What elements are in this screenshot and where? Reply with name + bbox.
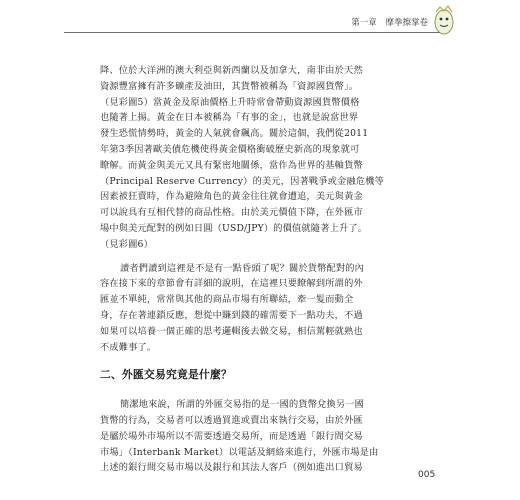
text-line: 不成難事了。 [100, 341, 157, 353]
text-line: 上述的銀行間交易市場以及銀行和其法人客戶（例如進出口貿易 [100, 462, 363, 474]
body-text [100, 63, 420, 476]
paragraph-1 [100, 63, 420, 253]
text-line: 資源豐富擁有許多礦產及油田，其貨幣被稱為「資源國貨幣」。 [100, 80, 359, 92]
text-line: 容在接下來的章節會有詳細的說明，在這裡只要瞭解到所謂的外 [100, 278, 363, 290]
text-line: 年第3季因著歐美債危機使得黃金價格衝破歷史新高的現象就可 [100, 143, 360, 155]
text-line: 場中與美元配對的例如日圓（USD/JPY）的價值就隨著上升了。 [100, 222, 368, 234]
text-line: 可以說具有互相代替的商品性格。由於美元價值下降，在外匯市 [100, 207, 363, 219]
text-line: 發生恐慌情勢時，黃金的人氣就會飆高。關於這個，我們從2011 [100, 128, 369, 140]
paragraph-3 [100, 397, 420, 476]
text-line: 市場」（Interbank Market）以電話及網絡來進行，外匯市場是由 [100, 446, 379, 458]
text-line: 如果可以培養一個正確的思考邏輯後去做交易，相信駕輕就熟也 [100, 325, 363, 337]
text-line: 貨幣的行為，交易者可以透過買進或賣出來執行交易，由於外匯 [100, 414, 363, 426]
text-line: 瞭解。而黃金與美元又具有緊密地關係，當作為世界的基軸貨幣 [100, 159, 363, 171]
text-line: 也隨著上揚。黃金在日本被稱為「有事的金」，也就是說當世界 [100, 112, 359, 124]
text-line: 是屬於場外市場所以不需要透過交易所，而是透過「銀行間交易 [100, 430, 363, 442]
chapter-title: 摩拳擦掌卷 [385, 18, 428, 28]
text-line: （見彩圖5）當黃金及原油價格上升時常會帶動資源國貨幣價格 [100, 96, 360, 108]
header-rule [64, 32, 440, 33]
chapter-label: 第一章 [351, 18, 377, 28]
text-line: 簡潔地來說，所謂的外匯交易指的是一國的貨幣兌換另一國 [120, 399, 365, 411]
text-line: （見彩圖6） [100, 238, 153, 250]
text-line: 讀者們讀到這裡是不是有一點昏頭了呢？關於貨幣配對的內 [120, 262, 365, 274]
text-line: 因素被狂賣時，作為避險角色的黃金往往就會遭追，美元與黃金 [100, 191, 363, 203]
text-line: 身，存在著連鎖反應，想從中賺到錢的確需要下一點功夫，不過 [100, 309, 363, 321]
running-head [300, 16, 428, 30]
section-heading: 二、外匯交易究竟是什麼？ [100, 368, 232, 382]
page-number: 005 [418, 470, 436, 480]
paragraph-2 [100, 261, 420, 356]
text-line: 降、位於大洋洲的澳大利亞與新西蘭以及加拿大，南非由於天然 [100, 65, 363, 76]
text-line: （Principal Reserve Currency）的美元，因著戰爭或金融危機等 [100, 175, 384, 187]
text-line: 匯並不單純，常常與其他的商品市場有所聯結，牽一髮而動全 [100, 294, 354, 306]
